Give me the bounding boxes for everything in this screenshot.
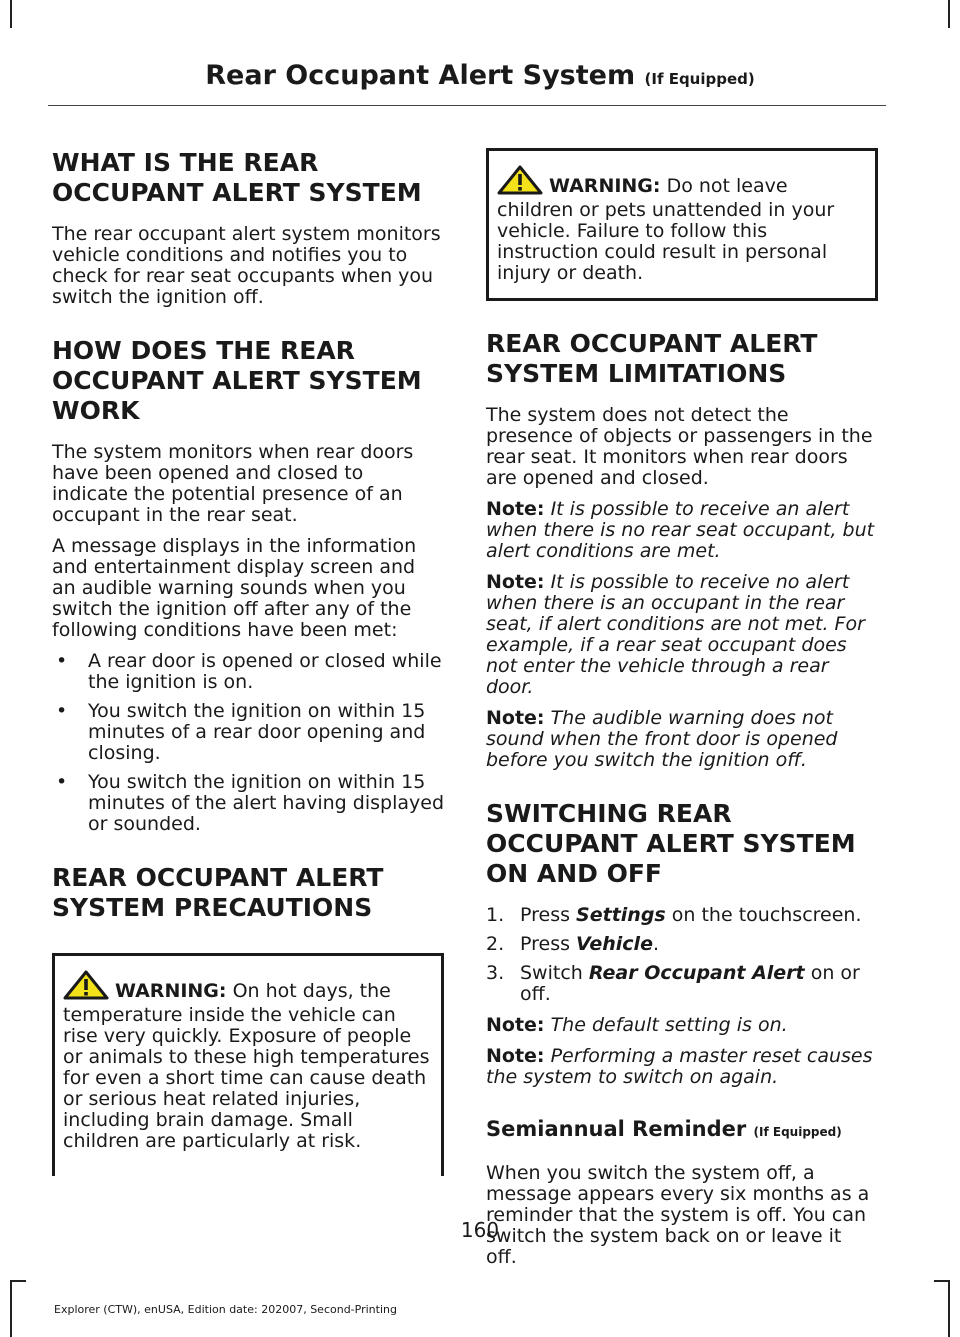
note-text: The audible warning does not sound when the front door is opened before you switch the ignition off. — [486, 707, 838, 771]
note-5 — [486, 1046, 878, 1088]
warning-box-children-pets — [486, 148, 878, 301]
note-1 — [486, 499, 878, 562]
note-text: Performing a master reset causes the system to switch on again. — [486, 1045, 873, 1088]
list-item — [52, 651, 444, 693]
limitations-body: The system does not detect the presence of objects or passengers in the rear seat. It monitors when rear doors are opened and closed. — [486, 404, 873, 489]
note-label: Note: — [486, 571, 545, 593]
list-item-text: You switch the ignition on within 15 minutes of the alert having displayed or sounded. — [88, 771, 444, 835]
warning-box-hot-days — [52, 953, 444, 1176]
note-text: It is possible to receive no alert when there is an occupant in the rear seat, if alert conditions are not met. For example, if a rear seat occupant does not enter the vehicle through a rear door. — [486, 571, 865, 698]
list-item — [486, 963, 878, 1005]
list-item-text: A rear door is opened or closed while the ignition is on. — [88, 650, 442, 693]
warning-label: WARNING: — [115, 980, 227, 1002]
section-heading-precautions: REAR OCCUPANT ALERT SYSTEM PRECAUTIONS — [52, 863, 384, 922]
page-header-title — [0, 60, 960, 91]
warning-text: Do not leave children or pets unattended in your vehicle. Failure to follow this instruction could result in personal injury or death. — [497, 175, 835, 284]
note-label: Note: — [486, 498, 545, 520]
how-works-paragraph-2: A message displays in the information and entertainment display screen and an audible warning sounds when you switch the ignition off after any of the following conditions have been met: — [52, 535, 417, 641]
warning-triangle-icon — [63, 970, 109, 1005]
list-item — [486, 905, 878, 926]
step-text-bold: Rear Occupant Alert — [588, 962, 805, 984]
list-item — [52, 701, 444, 764]
list-item-text: You switch the ignition on within 15 minutes of a rear door opening and closing. — [88, 700, 426, 764]
subsection-heading-text: Semiannual Reminder — [486, 1117, 747, 1141]
crop-mark-top-left-v — [10, 0, 12, 28]
note-2 — [486, 572, 878, 698]
step-text-pre: Press — [520, 904, 577, 926]
header-title-suffix: (If Equipped) — [644, 70, 755, 88]
step-text-bold: Settings — [576, 904, 666, 926]
subsection-heading-suffix: (If Equipped) — [753, 1125, 842, 1139]
step-text-post: on or off. — [520, 962, 860, 1005]
crop-mark-bottom-left-v — [10, 1280, 12, 1337]
warning-triangle-icon — [497, 165, 543, 200]
note-text: The default setting is on. — [550, 1014, 788, 1036]
list-item — [52, 772, 444, 835]
step-number: 2. — [486, 933, 505, 955]
note-4 — [486, 1015, 878, 1036]
crop-mark-bottom-right-v — [948, 1280, 950, 1337]
warning-label: WARNING: — [549, 175, 661, 197]
crop-mark-top-right-v — [948, 0, 950, 28]
conditions-list — [52, 651, 444, 835]
note-label: Note: — [486, 1014, 545, 1036]
section-heading-limitations: REAR OCCUPANT ALERT SYSTEM LIMITATIONS — [486, 329, 818, 388]
crop-mark-bottom-left-h — [10, 1280, 26, 1282]
left-column — [52, 148, 444, 1204]
step-number: 3. — [486, 962, 505, 984]
step-text-bold: Vehicle — [576, 933, 653, 955]
switching-steps-list — [486, 905, 878, 1005]
step-text-pre: Press — [520, 933, 577, 955]
note-text: It is possible to receive an alert when there is no rear seat occupant, but alert conditions are met. — [486, 498, 875, 562]
step-text-post: on the touchscreen. — [665, 904, 862, 926]
section-body-what-is: The rear occupant alert system monitors vehicle conditions and notifies you to check for rear seat occupants when you switch the ignition off. — [52, 223, 441, 308]
semiannual-body: When you switch the system off, a message appears every six months as a reminder that the system is off. You can switch the system back on or leave it off. — [486, 1162, 870, 1268]
section-heading-how-works: HOW DOES THE REAR OCCUPANT ALERT SYSTEM WORK — [52, 336, 422, 425]
bullet-marker: • — [56, 771, 68, 793]
note-label: Note: — [486, 1045, 545, 1067]
crop-mark-bottom-right-h — [934, 1280, 950, 1282]
bullet-marker: • — [56, 700, 68, 722]
section-heading-switching: SWITCHING REAR OCCUPANT ALERT SYSTEM ON AND OFF — [486, 799, 856, 888]
header-title-text: Rear Occupant Alert System — [205, 60, 636, 91]
section-heading-what-is: WHAT IS THE REAR OCCUPANT ALERT SYSTEM — [52, 148, 422, 207]
warning-text: On hot days, the temperature inside the vehicle can rise very quickly. Exposure of people or animals to these high temperatures for even a short time can cause death or serious heat related injuries, including brain damage. Small children are particularly at risk. — [63, 980, 430, 1152]
step-text-post: . — [652, 933, 660, 955]
step-number: 1. — [486, 904, 505, 926]
step-text-pre: Switch — [520, 962, 589, 984]
note-3 — [486, 708, 878, 771]
right-column — [486, 148, 878, 1278]
how-works-paragraph-1: The system monitors when rear doors have been opened and closed to indicate the potential presence of an occupant in the rear seat. — [52, 441, 414, 526]
note-label: Note: — [486, 707, 545, 729]
header-divider — [48, 105, 886, 106]
page-number: 160 — [460, 1218, 500, 1242]
bullet-marker: • — [56, 650, 68, 672]
subsection-heading-semiannual — [486, 1116, 878, 1145]
list-item — [486, 934, 878, 955]
footer-edition-info: Explorer (CTW), enUSA, Edition date: 202007, Second-Printing — [54, 1303, 397, 1316]
